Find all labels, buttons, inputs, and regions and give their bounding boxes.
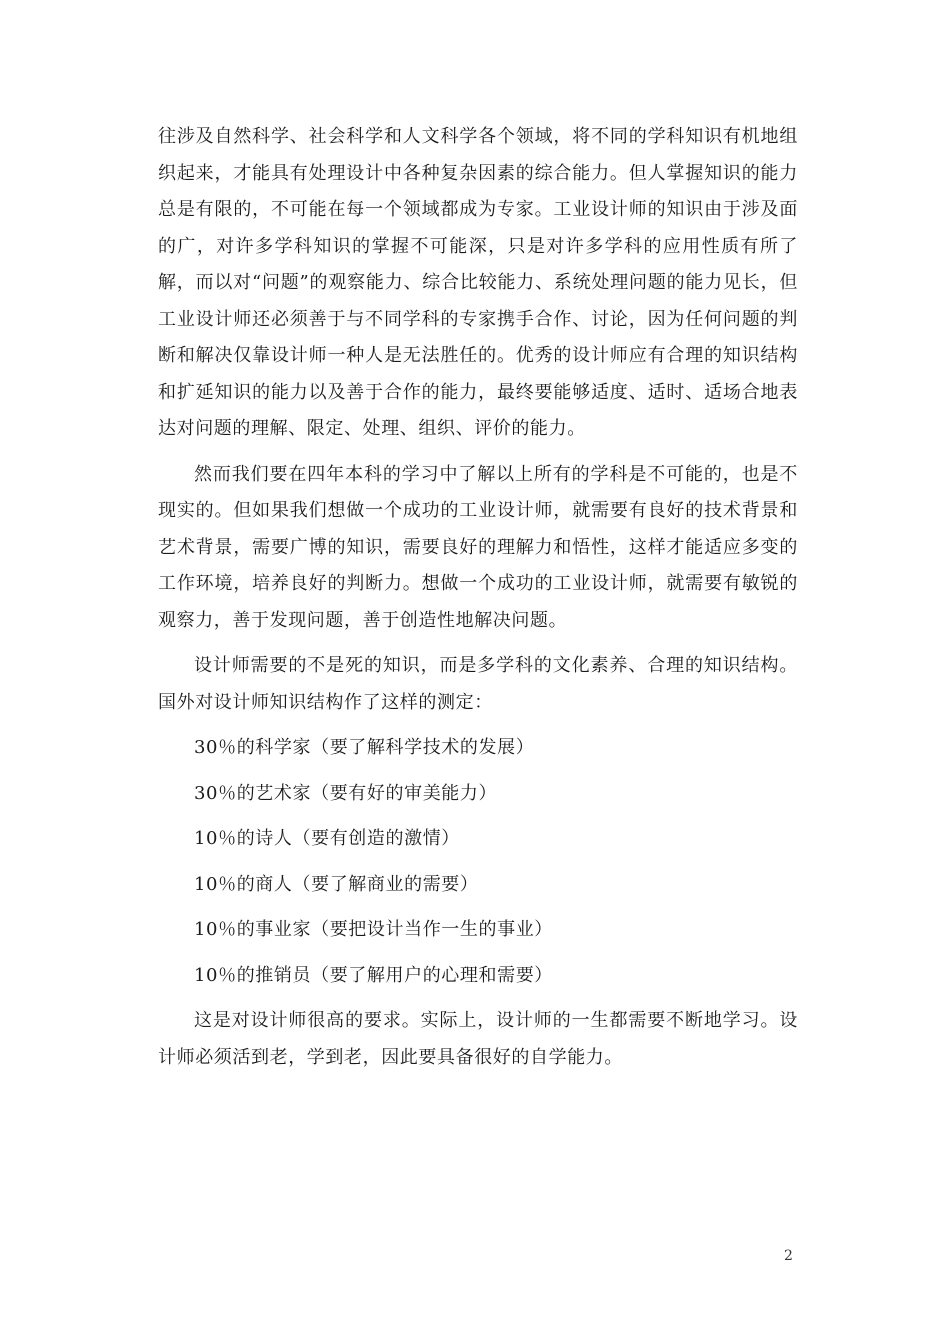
body-text [158,119,798,1085]
list-item-scientist: 30％的科学家（要了解科学技术的发展） [194,737,535,758]
page-number: 2 [784,1248,793,1264]
list-item-salesperson: 10％的推销员（要了解用户的心理和需要） [194,964,553,986]
knowledge-structure-list [158,730,798,994]
list-item-merchant: 10％的商人（要了解商业的需要） [194,873,479,895]
paragraph-continuation: 往涉及自然科学、社会科学和人文科学各个领域，将不同的学科知识有机地组织起来，才能具有处理设计中各种复杂因素的综合能力。但人掌握知识的能力总是有限的，不可能在每一个领域都成为专家。工业设计师的知识由于涉及面的广，对许多学科知识的掌握不可能深，只是对许多学科的应用性质有所了解，而以对“问题”的观察能力、综合比较能力、系统处理问题的能力见长，但工业设计师还必须善于与不同学科的专家携手合作、讨论，因为任何问题的判断和解决仅靠设计师一种人是无法胜任的。优秀的设计师应有合理的知识结构和扩延知识的能力以及善于合作的能力，最终要能够适度、适时、适场合地表达对问题的理解、限定、处理、组织、评价的能力。 [158,126,798,439]
paragraph-knowledge-structure: 设计师需要的不是死的知识，而是多学科的文化素养、合理的知识结构。国外对设计师知识结构作了这样的测定： [158,655,798,713]
list-item-entrepreneur: 10％的事业家（要把设计当作一生的事业） [194,919,553,940]
list-item-artist: 30％的艺术家（要有好的审美能力） [194,782,498,804]
list-item-poet: 10％的诗人（要有创造的激情） [194,828,460,849]
paragraph-closing: 这是对设计师很高的要求。实际上，设计师的一生都需要不断地学习。设计师必须活到老，学到老，因此要具备很好的自学能力。 [158,1010,798,1068]
paragraph-study: 然而我们要在四年本科的学习中了解以上所有的学科是不可能的，也是不现实的。但如果我们想做一个成功的工业设计师，就需要有良好的技术背景和艺术背景，需要广博的知识，需要良好的理解力和悟性，这样才能适应多变的工作环境，培养良好的判断力。想做一个成功的工业设计师，就需要有敏锐的观察力，善于发现问题，善于创造性地解决问题。 [158,463,798,631]
